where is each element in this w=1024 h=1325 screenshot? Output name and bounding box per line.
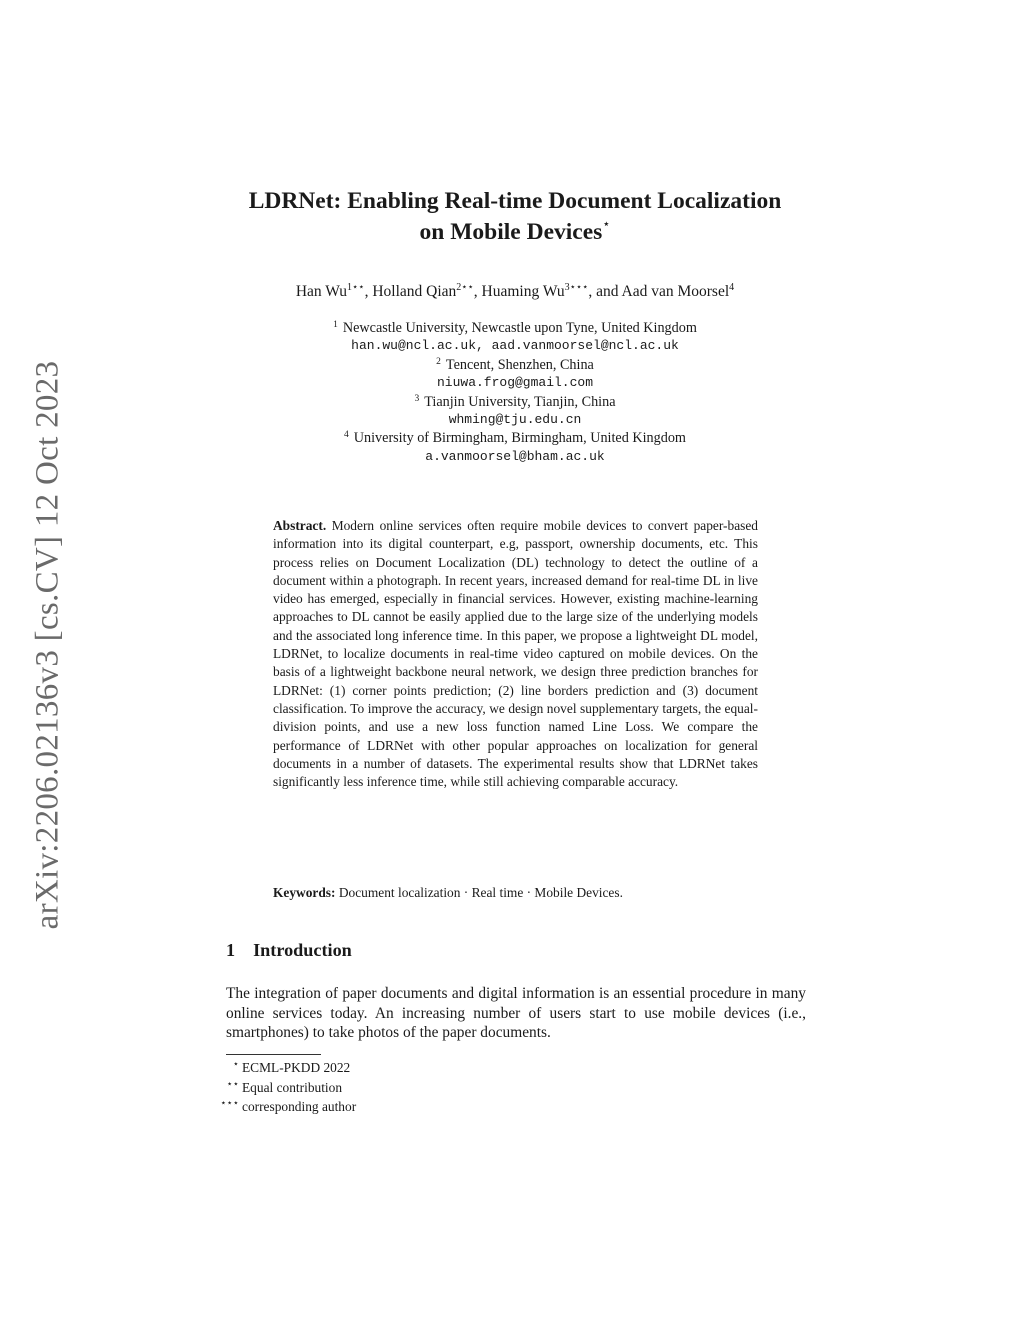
paper-title-line-1: LDRNet: Enabling Real-time Document Localization — [248, 188, 782, 214]
paper-title-line-2 — [200, 217, 830, 248]
footnote-list — [205, 1058, 356, 1117]
paper-title — [200, 186, 830, 248]
keywords-text: Document localization · Real time · Mobile Devices. — [338, 885, 623, 900]
affiliation-institution — [200, 393, 830, 411]
author-separator: , and — [588, 283, 622, 300]
affiliation-institution-text: Newcastle University, Newcastle upon Tyne, United Kingdom — [342, 320, 697, 336]
affiliation-institution — [200, 319, 830, 337]
section-heading — [226, 940, 352, 961]
footnote-divider — [226, 1054, 321, 1055]
footnote-text: Equal contribution — [242, 1079, 343, 1095]
author-superscript: 3⋆⋆⋆ — [564, 282, 589, 293]
section-title: Introduction — [253, 940, 352, 960]
affiliation-institution — [200, 356, 830, 374]
affiliation-email: a.vanmoorsel@bham.ac.uk — [425, 448, 605, 464]
author-name: Han Wu — [295, 283, 348, 300]
author-name: Huaming Wu — [481, 283, 565, 300]
author-superscript: 2⋆⋆ — [456, 282, 474, 293]
author-superscript: 1⋆⋆ — [347, 282, 365, 293]
footnote-text: corresponding author — [242, 1099, 357, 1114]
introduction-paragraph: The integration of paper documents and digital information is an essential procedure in many online services today. An increasing number of users start to use mobile devices (i.e., smartphones) to take photos of the paper documents. — [226, 985, 806, 1042]
keywords-label: Keywords: — [273, 885, 336, 900]
affiliation-list — [200, 319, 830, 466]
paper-title-line-2-text: on Mobile Devices — [419, 219, 603, 245]
affiliation-email: niuwa.frog@gmail.com — [436, 375, 594, 391]
author-name: Aad van Moorsel — [621, 283, 730, 300]
abstract — [273, 517, 758, 791]
affiliation-email: han.wu@ncl.ac.uk, aad.vanmoorsel@ncl.ac.uk — [351, 338, 679, 354]
author-separator: , — [364, 283, 373, 300]
affiliation-email: whming@tju.edu.cn — [448, 412, 582, 428]
abstract-text: Modern online services often require mobile devices to convert paper-based information into its digital counterpart, e.g, passport, ownership documents, etc. This process relies on Document Localization (DL) technology to detect the outline of a document within a photograph. In recent years, increased demand for real-time DL in live video has emerged, especially in financial services. However, existing machine-learning approaches to DL cannot be easily applied due to the large size of the underlying models and the associated long inference time. In this paper, we propose a lightweight DL model, LDRNet, to localize documents in real-time video captured on mobile devices. On the basis of a lightweight backbone neural network, we design three prediction branches for LDRNet: (1) corner points prediction; (2) line borders prediction and (3) document classification. To improve the accuracy, we design novel supplementary targets, the equal-division points, and use a new loss function named Line Loss. We compare the performance of LDRNet with other popular approaches on localization for general documents in a number of datasets. The experimental results show that LDRNet takes significantly less inference time, while still achieving comparable accuracy. — [273, 518, 758, 790]
footnote-marker: ⋆ — [232, 1059, 239, 1070]
footnote — [205, 1058, 356, 1078]
author-list — [200, 283, 830, 301]
footnote-marker: ⋆⋆⋆ — [220, 1098, 239, 1109]
author-separator: , — [473, 283, 482, 300]
footnote-text: ECML-PKDD 2022 — [242, 1060, 351, 1075]
affiliation-institution-text: University of Birmingham, Birmingham, United Kingdom — [353, 430, 686, 447]
affiliation-institution-text: Tencent, Shenzhen, China — [445, 356, 594, 373]
author-name: Holland Qian — [372, 283, 457, 300]
section-number: 1 — [226, 940, 236, 960]
affiliation-institution-text: Tianjin University, Tianjin, China — [424, 393, 616, 410]
arxiv-identifier-text: arXiv:2206.02136v3 [cs.CV] 12 Oct 2023 — [29, 360, 66, 930]
footnote — [205, 1078, 356, 1098]
affiliation-number: 1 — [333, 320, 338, 330]
affiliation-institution — [200, 429, 830, 447]
affiliation-number: 2 — [436, 356, 441, 367]
footnote — [205, 1097, 356, 1117]
footnote-marker: ⋆⋆ — [226, 1078, 239, 1090]
author-superscript: 4 — [729, 282, 735, 293]
arxiv-identifier — [28, 350, 68, 940]
keywords — [273, 885, 758, 901]
affiliation-number: 4 — [344, 430, 349, 441]
title-footnote-marker: ⋆ — [602, 216, 611, 231]
affiliation-number: 3 — [414, 393, 420, 404]
abstract-label: Abstract. — [273, 518, 327, 533]
